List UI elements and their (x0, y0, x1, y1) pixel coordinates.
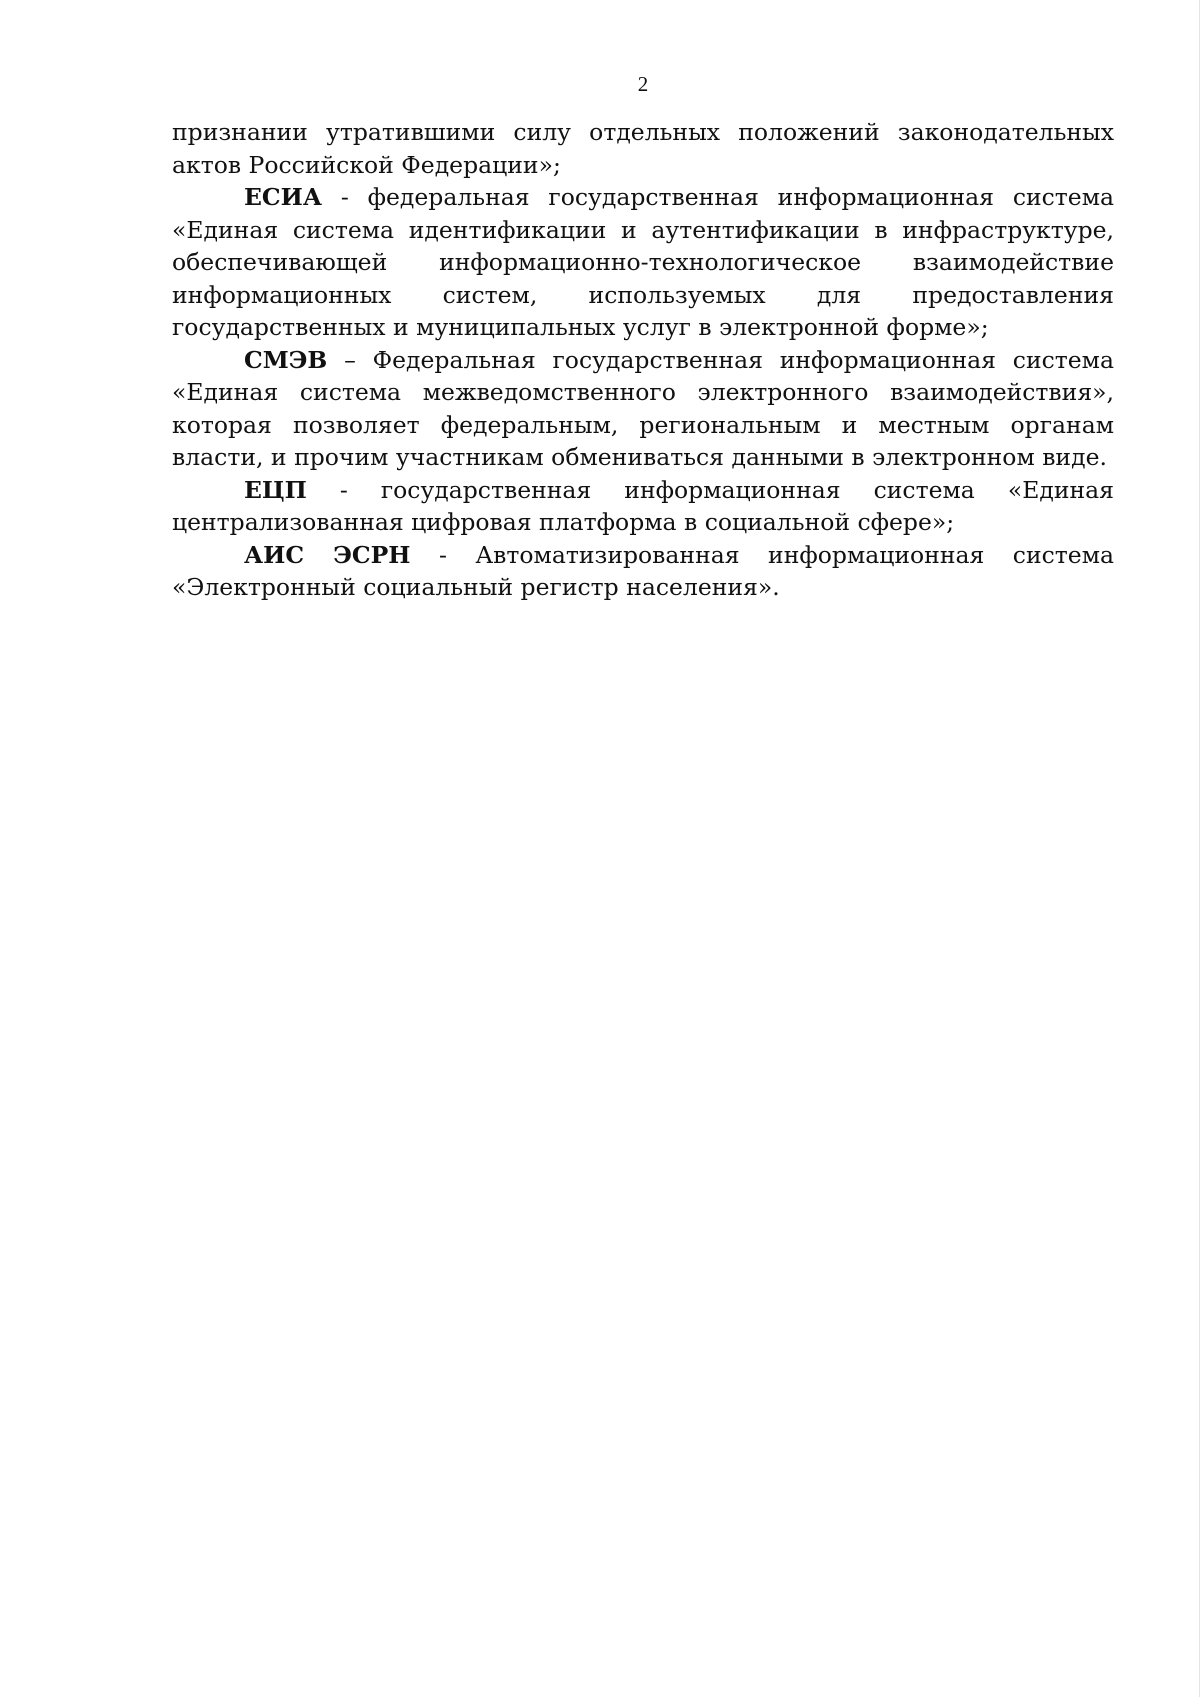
definition-text-esia: федеральная государственная информационная система «Единая система идентификации и аутентификации в инфраструктуре, обеспечивающей информационно-технологическое взаимодействие информационных систем, используемых для предоставления государственных и муниципальных услуг в электронной форме»; (172, 183, 1114, 341)
paragraph-esia-definition (172, 181, 1114, 344)
definition-text-smev: Федеральная государственная информационная система «Единая система межведомственного электронного взаимодействия», которая позволяет федеральным, региональным и местным органам власти, и прочим участникам обмениваться данными в электронном виде. (172, 345, 1114, 471)
term-esia: ЕСИА (244, 183, 322, 211)
definition-text-ais-esrn: Автоматизированная информационная система «Электронный социальный регистр населения». (172, 540, 1114, 601)
term-separator: - (321, 183, 368, 211)
definition-text-ecp: государственная информационная система «Единая централизованная цифровая платформа в социальной сфере»; (172, 475, 1114, 536)
term-ecp: ЕЦП (244, 475, 307, 504)
page-number: 2 (637, 72, 649, 96)
paragraph-ais-esrn-definition (172, 539, 1114, 604)
term-ais-esrn: АИС ЭСРН (244, 540, 411, 569)
term-smev: СМЭВ (244, 345, 328, 374)
term-separator: - (306, 475, 381, 504)
paragraph-continuation (172, 116, 1114, 181)
document-body (172, 116, 1114, 604)
term-separator: - (410, 540, 476, 569)
term-separator: – (327, 345, 373, 374)
paragraph-text: признании утратившими силу отдельных положений законодательных актов Российской Федерации»; (172, 118, 1114, 179)
paragraph-ecp-definition (172, 474, 1114, 539)
paragraph-smev-definition (172, 344, 1114, 474)
